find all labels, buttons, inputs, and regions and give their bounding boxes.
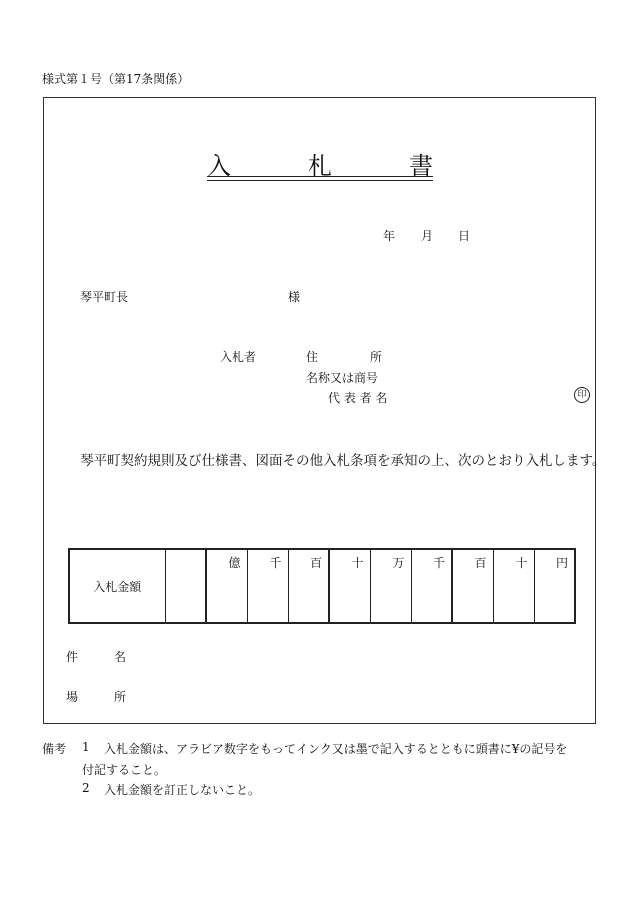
note-2-text: 入札金額を訂正しないこと。 xyxy=(104,783,261,797)
addressee-name: 琴平町長 xyxy=(80,290,129,304)
location-label-2: 所 xyxy=(114,690,127,704)
digit-label: 百 xyxy=(474,556,487,570)
digit-cell-man[interactable] xyxy=(370,549,411,623)
digit-cell-juu-man[interactable] xyxy=(329,549,370,623)
bidder-label: 入札者 xyxy=(220,350,257,364)
date-month: 月 xyxy=(421,229,434,243)
item-name-label-2: 名 xyxy=(114,650,127,664)
currency-cell[interactable] xyxy=(165,549,206,623)
digit-cell-sen[interactable] xyxy=(411,549,452,623)
digit-cell-oku[interactable] xyxy=(206,549,247,623)
addressee-honorific: 様 xyxy=(288,290,301,304)
bid-amount-label: 入札金額 xyxy=(69,549,165,623)
date-day: 日 xyxy=(458,229,471,243)
address-label-1: 住 xyxy=(306,350,319,364)
note-1-continuation: 付記すること。 xyxy=(82,763,167,777)
form-code: 様式第１号（第17条関係） xyxy=(42,72,190,86)
location-label-1: 場 xyxy=(66,690,79,704)
company-label: 名称又は商号 xyxy=(306,371,379,385)
title-underline-2 xyxy=(207,180,433,181)
digit-cell-sen-man[interactable] xyxy=(247,549,288,623)
digit-label: 万 xyxy=(392,556,405,570)
title-underline xyxy=(207,176,433,177)
digit-cell-hyaku-man[interactable] xyxy=(288,549,329,623)
digit-cell-en[interactable] xyxy=(534,549,575,623)
representative-label: 代 表 者 名 xyxy=(328,391,388,405)
note-1-number: 1 xyxy=(82,740,90,754)
bid-statement: 琴平町契約規則及び仕様書、図面その他入札条項を承知の上、次のとおり入札します。 xyxy=(80,453,606,469)
digit-label: 百 xyxy=(309,556,322,570)
digit-cell-hyaku[interactable] xyxy=(452,549,493,623)
item-name-label-1: 件 xyxy=(66,650,79,664)
digit-label: 十 xyxy=(351,556,364,570)
address-label-2: 所 xyxy=(370,350,383,364)
form-frame xyxy=(43,97,596,724)
title-char-1: 入 xyxy=(207,152,231,180)
digit-label: 十 xyxy=(515,556,528,570)
bid-amount-table xyxy=(68,548,576,624)
digit-cell-juu[interactable] xyxy=(493,549,534,623)
note-2-number: 2 xyxy=(82,781,90,795)
notes-heading: 備考 xyxy=(42,742,67,756)
digit-label: 億 xyxy=(228,556,241,570)
note-1-text: 入札金額は、アラビア数字をもってインク又は墨で記入するとともに頭書に¥の記号を xyxy=(104,742,568,756)
title-char-2: 札 xyxy=(308,152,332,180)
date-year: 年 xyxy=(383,229,396,243)
digit-label: 円 xyxy=(555,556,568,570)
seal-mark: 印 xyxy=(574,387,590,403)
digit-label: 千 xyxy=(269,556,282,570)
digit-label: 千 xyxy=(432,556,445,570)
title-char-3: 書 xyxy=(409,152,433,180)
